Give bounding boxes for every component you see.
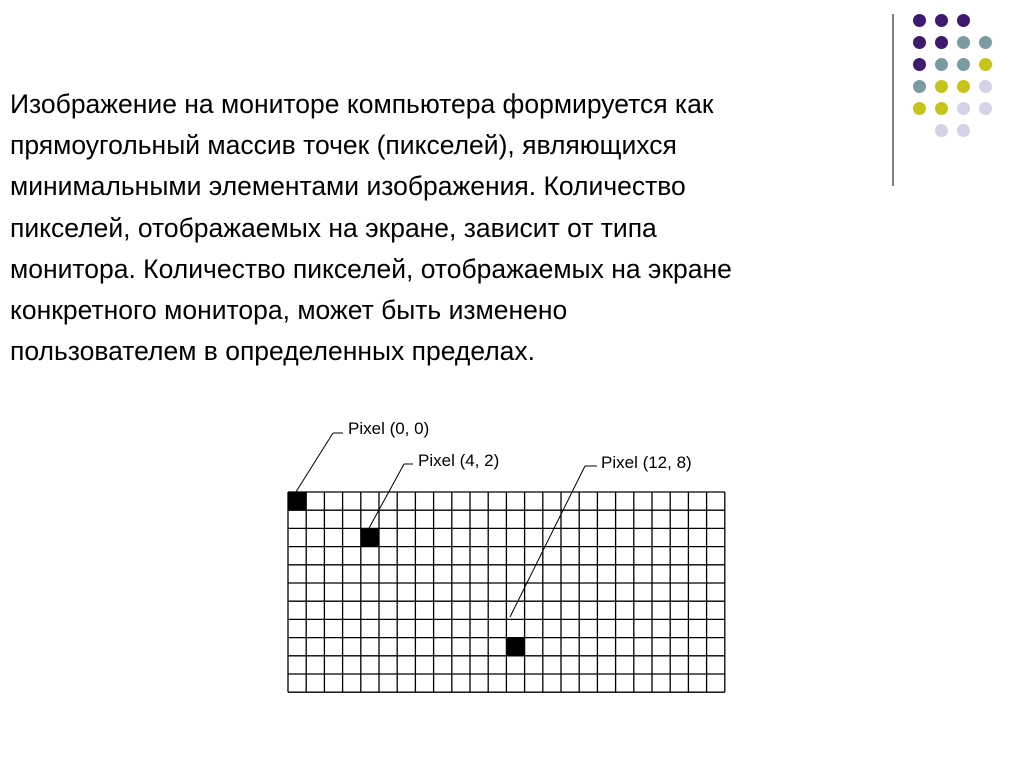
body-line: пикселей, отображаемых на экране, зависит от типа (10, 212, 657, 243)
pixel-label-0-0: Pixel (0, 0) (348, 419, 430, 438)
body-line: прямоугольный массив точек (пикселей), являющихся (10, 130, 677, 161)
pixel-label-4-2: Pixel (4, 2) (418, 451, 500, 470)
filled-pixels (288, 492, 525, 656)
pixel-callouts (294, 419, 692, 617)
body-line: пользователем в определенных пределах. (10, 336, 536, 367)
filled-pixel (288, 492, 306, 510)
callout-line-2 (510, 466, 585, 617)
filled-pixel (506, 638, 524, 656)
body-line: Изображение на мониторе компьютера формируется как (10, 89, 714, 119)
body-line: минимальными элементами изображения. Количество (10, 171, 686, 202)
callout-line-1 (368, 464, 404, 530)
body-line: конкретного монитора, может быть изменено (10, 295, 568, 326)
body-line: монитора. Количество пикселей, отображаемых на экране (10, 253, 732, 284)
pixel-grid (288, 492, 725, 692)
pixel-label-12-8: Pixel (12, 8) (601, 453, 692, 472)
callout-line-0 (294, 433, 333, 495)
filled-pixel (361, 528, 379, 546)
